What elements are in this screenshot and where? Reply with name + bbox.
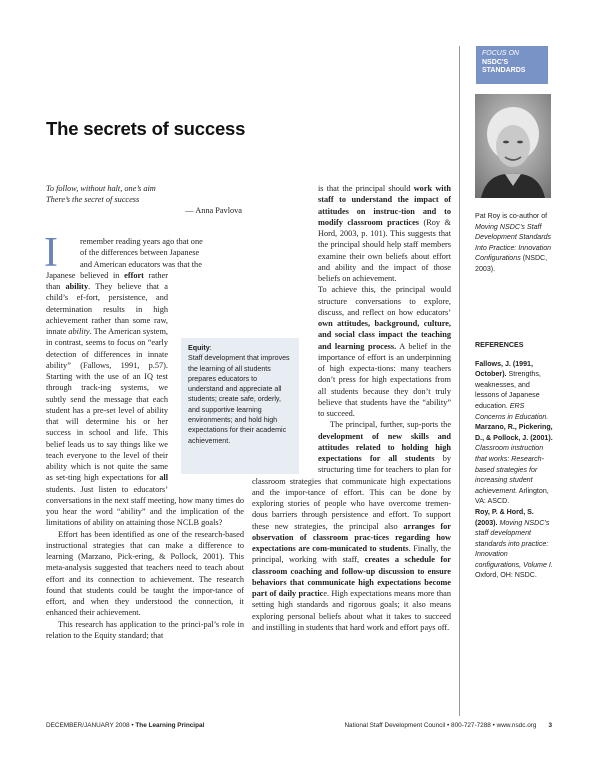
paragraph-4 xyxy=(252,183,451,284)
footer-publication: The Learning Principal xyxy=(135,722,205,729)
text-run: . They believe that a child’s ef-fort, persistence, and determination results in high achievement rather than some raw, innate xyxy=(46,282,168,336)
text-run: e. High expectations means more than setting high standards and rigorous goals; it also means exploring personal beliefs about what it takes to succeed and instilling in students that hard work and effort pays off. xyxy=(252,589,452,632)
drop-cap: I xyxy=(44,230,58,276)
sidebar-heading: Equity xyxy=(188,344,210,352)
text-run: Oxford, OH: NSDC. xyxy=(475,571,537,580)
equity-sidebar xyxy=(181,338,299,474)
bold-run: Roy, P. & Hord, S. (2003). xyxy=(475,507,534,527)
author-caption xyxy=(475,211,553,274)
text-run: is that the principal should xyxy=(318,184,414,193)
italic-run: ERS Concerns in Education. xyxy=(475,401,549,421)
text-run: . The American system, in contrast, seems to focus on “early detection of differences in innate ability” (Fallows, 1991, p.57). Starting with the use of an IQ test through track-ing systems, we subtly send the message that each student has a pre-set level of ability that will determine his or her success in school and life. This belief leads us to say things like we teach everyone to the level of their ability which is not quite the same as set-ting high expectations for xyxy=(46,327,168,483)
footer-phone: 800-727-7288 xyxy=(451,722,491,729)
banner-line-3: STANDARDS xyxy=(482,67,526,74)
bold-run: development of new skills and attitudes related to holding high expectations for all students xyxy=(318,431,451,463)
epigraph xyxy=(46,183,242,205)
reference-item xyxy=(475,359,555,423)
epigraph-line-2: There’s the secret of success xyxy=(46,195,140,204)
page-title: The secrets of success xyxy=(46,118,246,139)
bold-run: all xyxy=(159,473,168,483)
sidebar-colon: : xyxy=(209,344,212,352)
text-run: To achieve this, the principal would structure conversations to explore, discuss, and reflect on how educators’ xyxy=(318,285,451,317)
banner-line-2: NSDC'S xyxy=(482,58,509,66)
page-number: 3 xyxy=(548,722,552,729)
text-run: by structuring time for teachers to plan for classroom strategies that communicate high expectations and the impor-tance of effort. This can be done by exploring stories of people who have overcome tremen-dous barriers through persistence and effort. To support these new strategies, the principal also xyxy=(252,454,452,531)
epigraph-attribution: — Anna Pavlova xyxy=(185,206,242,215)
column-1-top xyxy=(80,236,244,270)
italic-run: ability xyxy=(68,327,90,336)
references-heading: REFERENCES xyxy=(475,341,524,349)
bold-run: effort xyxy=(124,270,144,280)
footer-org: National Staff Development Council xyxy=(344,722,446,729)
bold-run: Fallows, J. (1991, October). xyxy=(475,359,533,379)
text-run: Japanese believed in xyxy=(46,270,125,280)
italic-run: Moving NSDC’s Staff Development Standards Into Practice: Innovation Configurations xyxy=(475,222,552,262)
bold-run: creates a schedule for classroom coaching and follow-up discussion to ensure behaviors that communicate high expectations become part of daily practic xyxy=(252,555,451,598)
focus-banner xyxy=(476,46,548,84)
text-run: (Roy & Hord, 2003, p. 101). This suggests that the principal should help staff members examine their own beliefs about effort and ability and the impact of those beliefs on achievement. xyxy=(318,217,451,283)
italic-run: Classroom instruction that works: Research-based strategies for increasing student achievement. xyxy=(475,444,544,495)
bold-run: Marzano, R., Pickering, D., & Pollock, J. (2001). xyxy=(475,423,553,442)
bullet-icon: • xyxy=(447,722,450,729)
bold-run: own attitudes, background, culture, and social class impact the teaching and learning process. xyxy=(318,319,451,351)
paragraph-2: Effort has been identified as one of the research-based instructional strategies that can make a difference to learning (Marzano, Pick-ering, & Pollock, 2001). This meta-analysis suggested that teachers need to teach about effort and its connection to achievement. The research found that students could be taught the impor-tance of effort, and when they understood the connection, it enhanced their achievement. xyxy=(46,529,244,618)
text-run: rather than xyxy=(46,270,168,291)
footer-website: www.nsdc.org xyxy=(496,722,537,729)
footer-right xyxy=(344,722,552,729)
author-photo xyxy=(475,94,551,198)
paragraph-3: This research has application to the princi-pal’s role in relation to the Equity standard; that xyxy=(46,619,244,640)
p1-line: of the differences between Japanese xyxy=(80,248,200,258)
footer-issue: DECEMBER/JANUARY 2008 xyxy=(46,722,130,729)
bold-run: arranges for observation of classroom prac-tices regarding how expectations are com-municated to students xyxy=(252,521,451,553)
text-run: . Finally, the principal, working with staff, xyxy=(252,544,451,565)
bold-run: ability xyxy=(65,282,89,291)
bullet-icon: • xyxy=(492,722,495,729)
p1-line: and American educators was that the xyxy=(80,259,202,269)
reference-item xyxy=(475,507,555,581)
column-divider xyxy=(459,46,460,716)
text-run: students. Just listen to educators’ conversations in the next staff meeting, how many times do you hear the word “ability” and the implication of the limitations of ability on attaining those NCLB goals? xyxy=(46,484,244,528)
banner-line-1: FOCUS ON xyxy=(482,50,519,57)
bold-run: work with staff to understand the impact of attitudes on instruc-tion and to modify classroom practices xyxy=(318,184,451,227)
bullet-icon: • xyxy=(131,722,134,729)
sidebar-body: Staff development that improves the learning of all students prepares educators to understand and appreciate all students; create safe, orderly, and supportive learning environments; and hold high expectations for their academic achievement. xyxy=(188,354,290,445)
text-run: Pat Roy is co-author of xyxy=(475,212,548,220)
reference-item xyxy=(475,422,555,507)
italic-run: Moving NSDC’s staff development standards into practice: Innovation configurations, Volume I. xyxy=(475,518,553,569)
text-run: Strengths, weaknesses, and lessons of Japanese education. xyxy=(475,370,541,410)
text-run: Arlington, VA: ASCD. xyxy=(475,486,549,506)
epigraph-line-1: To follow, without halt, one’s aim xyxy=(46,184,156,193)
text-run: A belief in the importance of effort is an underpinning of high expecta-tions: many teachers don’t press for high expectations from all students because they don’t truly believe that students have the “ability” to succeed. xyxy=(318,341,451,418)
text-run: The principal, further, sup-ports the xyxy=(330,420,451,430)
references xyxy=(475,340,555,581)
p1-line: remember reading years ago that one xyxy=(80,237,203,246)
text-run: (NSDC, 2003). xyxy=(475,254,548,273)
footer-left xyxy=(46,722,204,729)
